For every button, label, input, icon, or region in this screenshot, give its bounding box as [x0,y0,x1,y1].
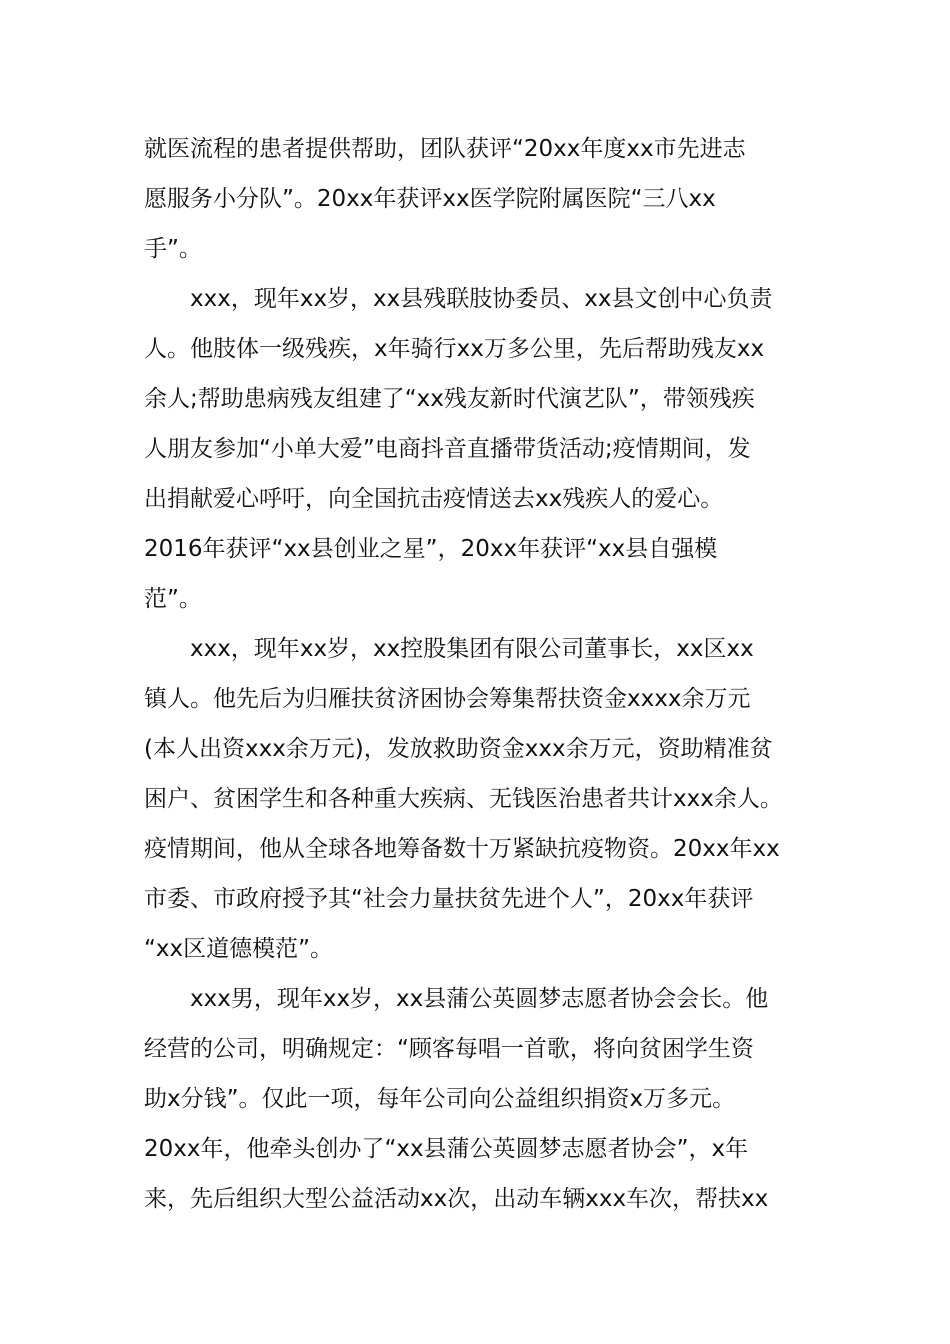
text-line: 镇人。他先后为归雁扶贫济困协会筹集帮扶资金xxxx余万元 [144,686,751,712]
text-line: 人。他肢体一级残疾，x年骑行xx万多公里，先后帮助残友xx [144,336,765,362]
text-line: 手”。 [144,236,202,262]
text-line: 余人;帮助患病残友组建了“xx残友新时代演艺队”，带领残疾 [144,386,755,412]
paragraph-3 [144,624,810,974]
text-line: 20xx年，他牵头创办了“xx县蒲公英圆梦志愿者协会”，x年 [144,1136,749,1162]
text-line: 愿服务小分队”。20xx年获评xx医学院附属医院“三八xx [144,186,716,212]
text-line: xxx，现年xx岁，xx控股集团有限公司董事长，xx区xx [144,636,754,662]
text-line: 就医流程的患者提供帮助，团队获评“20xx年度xx市先进志 [144,136,746,162]
text-line: 疫情期间，他从全球各地筹备数十万紧缺抗疫物资。20xx年xx [144,836,780,862]
text-line: 来，先后组织大型公益活动xx次，出动车辆xxx车次，帮扶xx [144,1186,769,1212]
text-line: 范”。 [144,586,202,612]
paragraph-1 [144,124,810,274]
text-line: 出捐献爱心呼吁，向全国抗击疫情送去xx残疾人的爱心。 [144,486,724,512]
text-line: 困户、贫困学生和各种重大疾病、无钱医治患者共计xxx余人。 [144,786,783,812]
text-line: 2016年获评“xx县创业之星”，20xx年获评“xx县自强模 [144,536,718,562]
text-line: 市委、市政府授予其“社会力量扶贫先进个人”，20xx年获评 [144,886,754,912]
paragraph-4 [144,974,810,1224]
text-line: 助x分钱”。仅此一项，每年公司向公益组织捐资x万多元。 [144,1086,736,1112]
text-line: 经营的公司，明确规定：“顾客每唱一首歌，将向贫困学生资 [144,1036,754,1062]
text-line: 人朋友参加“小单大爱”电商抖音直播带货活动;疫情期间，发 [144,436,751,462]
text-line: xxx，现年xx岁，xx县残联肢协委员、xx县文创中心负责 [144,286,773,312]
text-line: “xx区道德模范”。 [144,936,334,962]
text-line: (本人出资xxx余万元)，发放救助资金xxx余万元，资助精准贫 [144,736,773,762]
document-body [144,124,810,1224]
text-line: xxx男，现年xx岁，xx县蒲公英圆梦志愿者协会会长。他 [144,986,769,1012]
paragraph-2 [144,274,810,624]
